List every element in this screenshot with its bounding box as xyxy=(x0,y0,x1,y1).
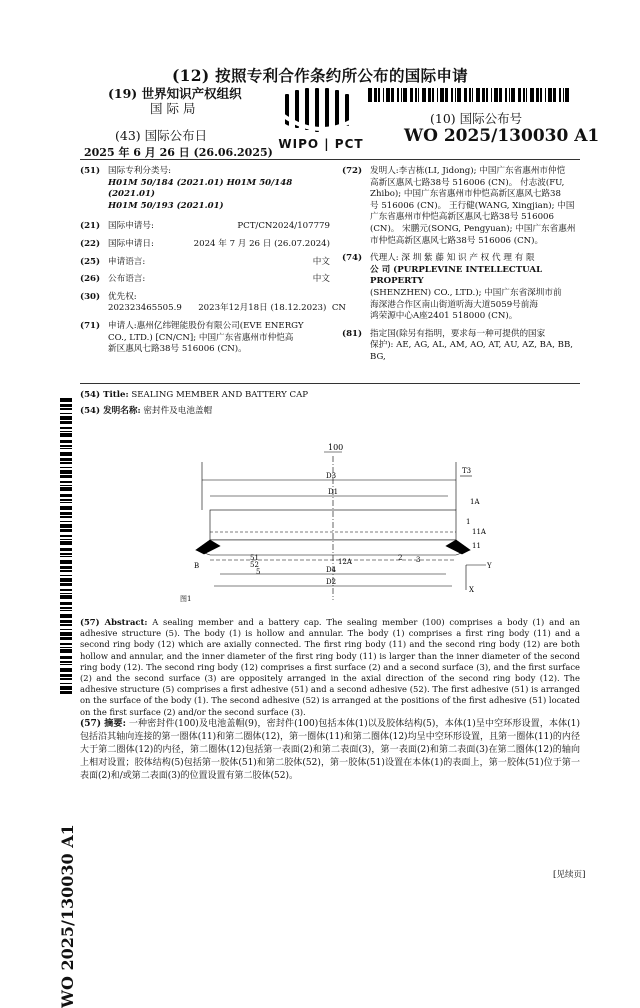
barcode-bar xyxy=(60,602,72,605)
figure-drawing xyxy=(180,440,500,610)
barcode-bar xyxy=(505,88,507,102)
barcode-bar xyxy=(451,88,453,102)
barcode-bar xyxy=(60,458,72,461)
agent-line-5: 鸿荣源中心A座2401 518000 (CN)。 xyxy=(370,311,518,322)
applicant-label: (71) xyxy=(80,320,101,331)
barcode-bar xyxy=(60,521,72,522)
abstract-en-label: (57) Abstract: xyxy=(80,617,148,627)
barcode-bar xyxy=(60,614,72,618)
barcode-bar xyxy=(428,88,431,102)
barcode-bar xyxy=(386,88,390,102)
svg-text:D4: D4 xyxy=(326,566,337,574)
barcode-bar xyxy=(60,470,72,474)
agent-label: (74) xyxy=(342,253,363,264)
barcode-bar xyxy=(455,88,456,102)
barcode-bar xyxy=(60,683,72,684)
barcode-bar xyxy=(511,88,515,102)
wipo-logo-text: WIPO | PCT xyxy=(278,137,364,151)
side-publication-number: WO 2025/130030 A1 xyxy=(58,824,77,1008)
barcode-bar xyxy=(60,647,72,648)
barcode-bar xyxy=(397,88,399,102)
barcode-bar xyxy=(60,516,72,518)
org-label: (19) 世界知识产权组织 xyxy=(108,86,242,101)
barcode-bar xyxy=(540,88,542,102)
barcode-bar xyxy=(536,88,539,102)
barcode-bar xyxy=(415,88,417,102)
barcode-bar xyxy=(60,404,72,407)
barcode-bar xyxy=(60,494,72,497)
barcode-bar xyxy=(60,541,72,545)
barcode-bar xyxy=(486,88,488,102)
barcode-bar xyxy=(60,624,72,626)
barcode-bar xyxy=(60,408,72,410)
title-en: SEALING MEMBER AND BATTERY CAP xyxy=(131,390,309,400)
abstract-cn-label: (57) 摘要: xyxy=(80,719,126,729)
barcode-bar xyxy=(60,637,72,640)
barcode-bar xyxy=(60,427,72,429)
barcode-bar xyxy=(410,88,413,102)
svg-text:D1: D1 xyxy=(328,488,339,496)
barcode-bar xyxy=(548,88,552,102)
abstract-en xyxy=(80,617,580,718)
side-barcode xyxy=(60,398,72,698)
barcode-bar xyxy=(60,583,72,586)
svg-text:2: 2 xyxy=(398,554,403,562)
fig-number: 100 xyxy=(328,443,344,452)
barcode-bar xyxy=(60,664,72,665)
barcode-bar xyxy=(476,88,480,102)
barcode-bar xyxy=(60,462,72,464)
barcode-bar xyxy=(60,589,72,591)
top-barcode xyxy=(368,88,574,102)
barcode-bar xyxy=(60,566,72,569)
pubno-label: (10) 国际公布号 xyxy=(430,111,523,126)
states-line-2: 保护): AE, AG, AL, AM, AO, AT, AU, AZ, BA, BB, BG, xyxy=(370,340,574,362)
barcode-bar xyxy=(374,88,377,102)
barcode-bar xyxy=(553,88,556,102)
svg-text:3: 3 xyxy=(416,556,421,564)
publang-value: 中文 xyxy=(312,274,330,285)
agent-line-3: (SHENZHEN) CO., LTD.); 中国广东省深圳市前 xyxy=(370,287,562,298)
ipc-line-2: H01M 50/193 (2021.01) xyxy=(108,200,224,211)
barcode-bar xyxy=(60,445,72,447)
barcode-bar xyxy=(491,88,492,102)
inventor-line-5: 广东省惠州市仲恺高新区惠风七路38号 516006 xyxy=(370,212,554,223)
filing-value: 2024 年 7 月 26 日 (26.07.2024) xyxy=(193,238,330,249)
barcode-bar xyxy=(60,649,72,653)
states-line-1: 指定国(除另有指明，要求每一种可提供的国家 xyxy=(370,328,546,339)
barcode-bar xyxy=(60,440,72,443)
barcode-bar xyxy=(391,88,394,102)
svg-text:52: 52 xyxy=(250,561,259,569)
inventor-line-3: Zhibo); 中国广东省惠州市仲恺高新区惠风七路38 xyxy=(370,189,561,200)
barcode-bar xyxy=(499,88,502,102)
applicant-line-1: 申请人:惠州亿纬锂能股份有限公司(EVE ENERGY xyxy=(108,320,304,331)
agent-line-4: 海深港合作区南山街道听海大道5059号前海 xyxy=(370,299,538,310)
header-divider xyxy=(80,159,580,160)
lang-value: 中文 xyxy=(312,256,330,267)
barcode-bar xyxy=(563,88,564,102)
inventor-line-1: 发明人:李吉栋(LI, Jidong); 中国广东省惠州市仲恺 xyxy=(370,166,566,176)
continued-note: [见续页] xyxy=(553,870,586,880)
barcode-bar xyxy=(565,88,569,102)
title-en-label: (54) Title: xyxy=(80,390,129,400)
barcode-bar xyxy=(457,88,461,102)
document-title: (12) 按照专利合作条约所公布的国际申请 xyxy=(172,66,468,85)
priority-title: 优先权: xyxy=(108,291,137,302)
barcode-bar xyxy=(60,467,72,468)
barcode-bar xyxy=(60,535,72,537)
ipc-label: (51) xyxy=(80,166,101,176)
barcode-bar xyxy=(60,593,72,594)
svg-text:D3: D3 xyxy=(326,472,337,480)
svg-text:Y: Y xyxy=(487,562,492,570)
barcode-bar xyxy=(60,502,72,503)
barcode-bar xyxy=(60,610,72,611)
appno-label: (21) xyxy=(80,221,101,232)
ipc-title: 国际专利分类号: xyxy=(108,166,172,176)
barcode-bar xyxy=(378,88,380,102)
barcode-bar xyxy=(440,88,444,102)
agent-line-1: 代理人: 深 圳 紫 藤 知 识 产 权 代 理 有 限 xyxy=(370,253,535,264)
barcode-bar xyxy=(60,421,72,424)
wipo-logo xyxy=(277,88,367,151)
barcode-bar xyxy=(445,88,448,102)
abstract-cn-text: 一种密封件(100)及电池盖帽(9)，密封件(100)包括本体(1)以及胶体结构(5)，本体(1)呈中空环形设置，本体(1)包括沿其轴向连接的第一圈体(11)和第二圈体(12)，第一圈体(11)和第二圈体(12)均呈中空环形设置，且第一圈体(11)的内径大于第二圈体(12)的内径，第二圈体(12)包括第一表面(2)和第二表面(3)，第一表面(2)和第二表面(3)在第二圈体(12)的轴向上相对设置；胶体结构(5)包括第一胶体(51)和第二胶体(52)，第一胶体(51)设置在本体(1)的表面上，第一胶体(51)位于第一表面(2)和/或第二表面(3)的位置设置有第二胶体(52)。 xyxy=(80,719,580,781)
pubno-value: WO 2025/130030 A1 xyxy=(404,126,600,146)
svg-text:X: X xyxy=(469,586,474,594)
inventor-label: (72) xyxy=(342,166,363,176)
svg-text:D2: D2 xyxy=(326,578,337,586)
title-cn-label: (54) 发明名称: xyxy=(80,406,141,416)
inventor-line-7: 市仲恺高新区惠风七路38号 516006 (CN)。 xyxy=(370,235,544,246)
barcode-bar xyxy=(60,433,72,437)
barcode-bar xyxy=(368,88,372,102)
barcode-bar xyxy=(60,629,72,630)
barcode-bar xyxy=(494,88,498,102)
svg-text:1: 1 xyxy=(466,518,471,526)
barcode-bar xyxy=(60,448,72,449)
svg-text:11A: 11A xyxy=(472,528,486,536)
barcode-bar xyxy=(482,88,485,102)
appno-title: 国际申请号: xyxy=(108,221,154,232)
barcode-bar xyxy=(60,548,72,551)
barcode-bar xyxy=(432,88,434,102)
svg-text:1A: 1A xyxy=(470,498,480,506)
barcode-bar xyxy=(418,88,419,102)
fields-divider xyxy=(80,383,580,384)
barcode-bar xyxy=(60,398,72,402)
ipc-line-1: H01M 50/184 (2021.01) H01M 50/148 (2021.01) xyxy=(108,177,293,200)
barcode-bar xyxy=(60,575,72,576)
left-fields xyxy=(80,166,346,356)
barcode-bar xyxy=(60,485,72,486)
barcode-bar xyxy=(60,570,72,572)
figure-caption: 图1 xyxy=(180,595,192,603)
appno-value: PCT/CN2024/107779 xyxy=(237,221,330,232)
barcode-bar xyxy=(437,88,438,102)
barcode-bar xyxy=(60,674,72,677)
barcode-bar xyxy=(509,88,510,102)
abstract-cn xyxy=(80,718,580,783)
barcode-bar xyxy=(60,607,72,609)
barcode-bar xyxy=(518,88,521,102)
barcode-bar xyxy=(60,560,72,564)
barcode-bar xyxy=(523,88,525,102)
agent-line-2: 公 司 (PURPLEVINE INTELLECTUAL PROPERTY xyxy=(370,264,543,287)
barcode-bar xyxy=(401,88,402,102)
publang-label: (26) xyxy=(80,274,101,285)
barcode-bar xyxy=(60,431,72,432)
barcode-bar xyxy=(60,668,72,672)
inventor-line-2: 高新区惠风七路38号 516006 (CN)。 付志波(FU, xyxy=(370,177,565,188)
barcode-bar xyxy=(559,88,561,102)
priority-value: 202323465505.9 2023年12月18日 (18.12.2023) CN xyxy=(108,303,346,314)
priority-label: (30) xyxy=(80,291,101,302)
barcode-bar xyxy=(469,88,471,102)
filing-title: 国际申请日: xyxy=(108,238,154,249)
barcode-bar xyxy=(60,416,72,420)
inventor-line-4: 号 516006 (CN)。 王行健(WANG, Xingjian); 中国 xyxy=(370,200,575,211)
barcode-bar xyxy=(60,691,72,694)
barcode-bar xyxy=(60,553,72,555)
barcode-bar xyxy=(60,539,72,540)
svg-text:B: B xyxy=(194,562,200,570)
barcode-bar xyxy=(60,595,72,599)
barcode-bar xyxy=(60,556,72,557)
applicant-line-3: 新区惠风七路38号 516006 (CN)。 xyxy=(108,344,247,355)
barcode-bar xyxy=(60,499,72,501)
svg-text:51: 51 xyxy=(250,554,259,562)
barcode-bar xyxy=(422,88,426,102)
lang-title: 申请语言: xyxy=(108,256,146,267)
barcode-bar xyxy=(60,529,72,532)
svg-text:T3: T3 xyxy=(462,467,472,475)
pubdate-label: (43) 国际公布日 xyxy=(115,128,208,143)
barcode-bar xyxy=(60,678,72,680)
barcode-bar xyxy=(60,413,72,414)
barcode-bar xyxy=(472,88,473,102)
barcode-bar xyxy=(530,88,534,102)
barcode-bar xyxy=(60,686,72,690)
states-label: (81) xyxy=(342,328,363,339)
svg-text:12A: 12A xyxy=(338,558,352,566)
abstract-en-text: A sealing member and a battery cap. The sealing member (100) comprises a body (1) and an adhesive structure (5). The body (1) is hollow and annular. The body (1) comprises a first ring body (11) and a second ring body (12) which are axially connected. The first ring body (11) and the second ring body (12) are both hollow and annular, and the inner diameter of the first ring body (11) is larger than the inner diameter of the second ring body (12). The second ring body (12) comprises a first surface (2) and a second surface (3), and the first surface (2) and the second surface (3) are oppositely arranged in the axial direction of the second ring body (12). The adhesive structure (5) comprises a first adhesive (51) and a second adhesive (52). The first adhesive (51) is arranged on the surface of the body (1). The second adhesive (52) is arranged at the positions of the first adhesive (51) located on the first surface (2) and/or the second surface (3). xyxy=(80,617,580,717)
barcode-bar xyxy=(60,452,72,456)
barcode-bar xyxy=(526,88,527,102)
barcode-bar xyxy=(60,481,72,483)
barcode-bar xyxy=(60,578,72,582)
title-en-row xyxy=(80,390,308,402)
barcode-bar xyxy=(60,643,72,645)
barcode-bar xyxy=(60,524,72,528)
svg-text:11: 11 xyxy=(472,542,481,550)
barcode-bar xyxy=(60,620,72,623)
org-sub: 国 际 局 xyxy=(150,101,196,116)
barcode-bar xyxy=(60,512,72,515)
barcode-bar xyxy=(60,487,72,491)
pubdate-value: 2025 年 6 月 26 日 (26.06.2025) xyxy=(84,146,273,159)
title-cn: 密封件及电池盖帽 xyxy=(143,406,213,416)
applicant-line-2: CO., LTD.) [CN/CN]; 中国广东省惠州市仲恺高 xyxy=(108,332,294,343)
inventor-line-6: (CN)。 宋鹏元(SONG, Pengyuan); 中国广东省惠州 xyxy=(370,223,576,234)
barcode-bar xyxy=(464,88,467,102)
barcode-bar xyxy=(60,632,72,636)
barcode-bar xyxy=(60,506,72,510)
barcode-bar xyxy=(403,88,407,102)
barcode-bar xyxy=(60,661,72,663)
barcode-bar xyxy=(545,88,546,102)
svg-text:5: 5 xyxy=(256,568,261,576)
filing-label: (22) xyxy=(80,238,101,249)
lang-label: (25) xyxy=(80,256,101,267)
barcode-bar xyxy=(60,656,72,659)
right-fields xyxy=(342,166,582,364)
publang-title: 公布语言: xyxy=(108,274,146,285)
barcode-bar xyxy=(60,475,72,478)
barcode-bar xyxy=(383,88,384,102)
title-cn-row xyxy=(80,406,212,418)
